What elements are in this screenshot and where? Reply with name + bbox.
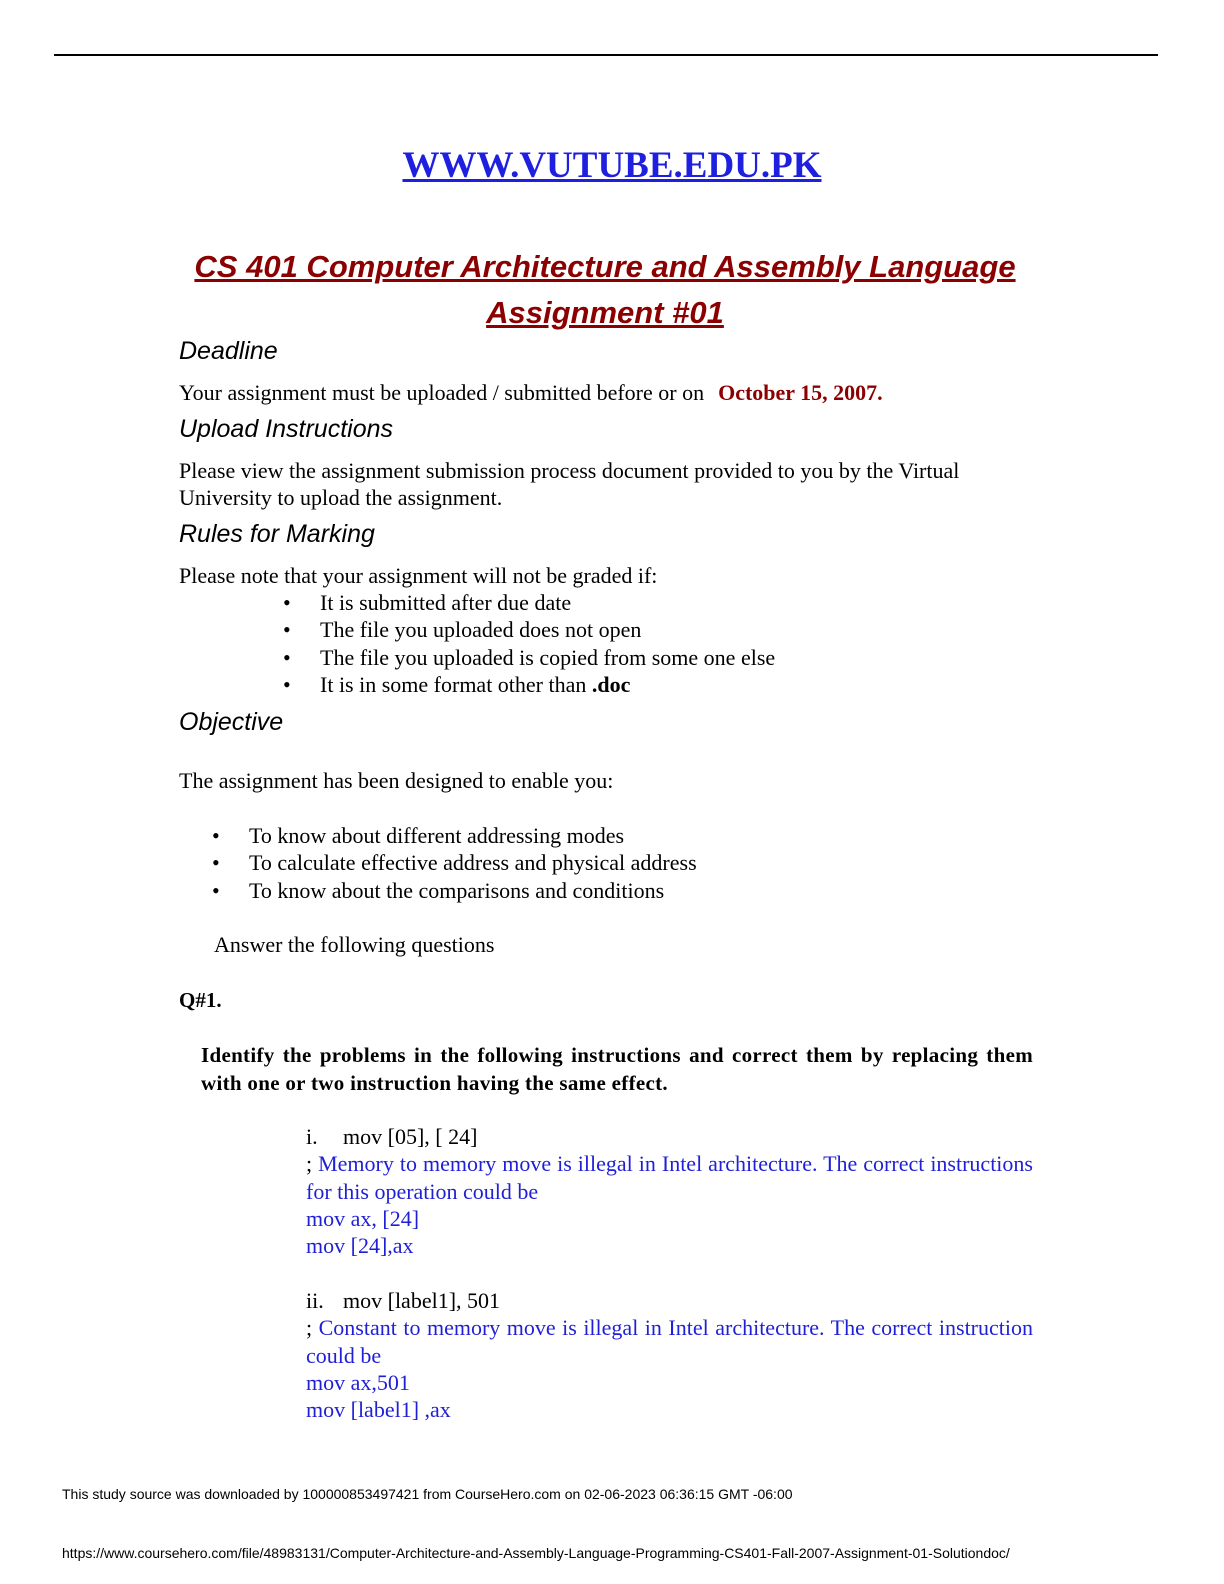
explanation-text: Constant to memory move is illegal in Intel architecture. The correct instruction could be: [306, 1315, 1033, 1368]
footer-source: This study source was downloaded by 100000853497421 from CourseHero.com on 02-06-2023 06:36:15 GMT -06:00: [62, 1486, 793, 1502]
upload-text: [179, 457, 959, 511]
upload-text-line1: Please view the assignment submission process document provided to you by the Virtual: [179, 458, 960, 483]
deadline-heading: Deadline: [179, 337, 278, 365]
instruction: mov [05], [ 24]: [343, 1124, 478, 1149]
course-title: [0, 244, 1210, 336]
deadline-text: [179, 379, 883, 406]
code-line: mov [24],ax: [306, 1233, 414, 1259]
comment-prefix: ;: [306, 1151, 319, 1177]
rules-item: • The file you uploaded is copied from some one else: [283, 644, 775, 671]
assignment-number: Assignment #01: [486, 295, 724, 330]
code-line: mov ax, [24]: [306, 1205, 420, 1231]
upload-heading: Upload Instructions: [179, 415, 394, 443]
upload-text-line2: University to upload the assignment.: [179, 485, 503, 510]
code-line: mov [label1] ,ax: [306, 1397, 451, 1423]
footer-url[interactable]: https://www.coursehero.com/file/48983131/Computer-Architecture-and-Assembly-Language-Programming-CS401-Fall-2007-Assignment-01-Solutiondoc/: [62, 1545, 1010, 1561]
comment-prefix: ;: [306, 1315, 319, 1341]
course-title-line1: CS 401 Computer Architecture and Assembly Language: [194, 249, 1016, 284]
doc-format: .doc: [591, 671, 631, 697]
part-explanation: [306, 1314, 1033, 1369]
site-link[interactable]: WWW.VUTUBE.EDU.PK: [402, 145, 822, 186]
top-rule: [54, 54, 1158, 56]
question-part-ii: [306, 1287, 1033, 1423]
deadline-date: October 15, 2007.: [718, 380, 883, 405]
question-label: Q#1.: [179, 988, 222, 1012]
rules-item: [283, 671, 775, 698]
question-part-i: [306, 1123, 1033, 1259]
instruction: mov [label1], 501: [343, 1288, 501, 1313]
rules-intro: Please note that your assignment will not be graded if:: [179, 563, 658, 588]
rules-item: • It is submitted after due date: [283, 589, 775, 616]
answer-instruction: Answer the following questions: [214, 932, 495, 957]
part-statement: [306, 1123, 1033, 1150]
explanation-text: Memory to memory move is illegal in Intel architecture. The correct instructions for this operation could be: [306, 1151, 1033, 1204]
objective-item: • To calculate effective address and physical address: [212, 849, 697, 876]
code-line: mov ax,501: [306, 1369, 410, 1395]
rules-list: [283, 589, 775, 698]
rules-heading: Rules for Marking: [179, 520, 375, 548]
rules-item: • The file you uploaded does not open: [283, 616, 775, 643]
objectives-list: [212, 822, 697, 904]
part-explanation: [306, 1150, 1033, 1205]
deadline-sentence: Your assignment must be uploaded / submitted before or on: [179, 380, 705, 405]
part-number: ii.: [306, 1288, 324, 1313]
objective-item: • To know about the comparisons and conditions: [212, 877, 697, 904]
objective-item: • To know about different addressing modes: [212, 822, 697, 849]
objective-intro: The assignment has been designed to enable you:: [179, 768, 614, 793]
part-number: i.: [306, 1124, 318, 1149]
question-text: Identify the problems in the following instructions and correct them by replacing them with one or two instruction having the same effect.: [201, 1043, 1033, 1095]
rules-item-text: It is in some format other than: [320, 671, 587, 697]
objective-heading: Objective: [179, 708, 284, 736]
part-statement: [306, 1287, 1033, 1314]
